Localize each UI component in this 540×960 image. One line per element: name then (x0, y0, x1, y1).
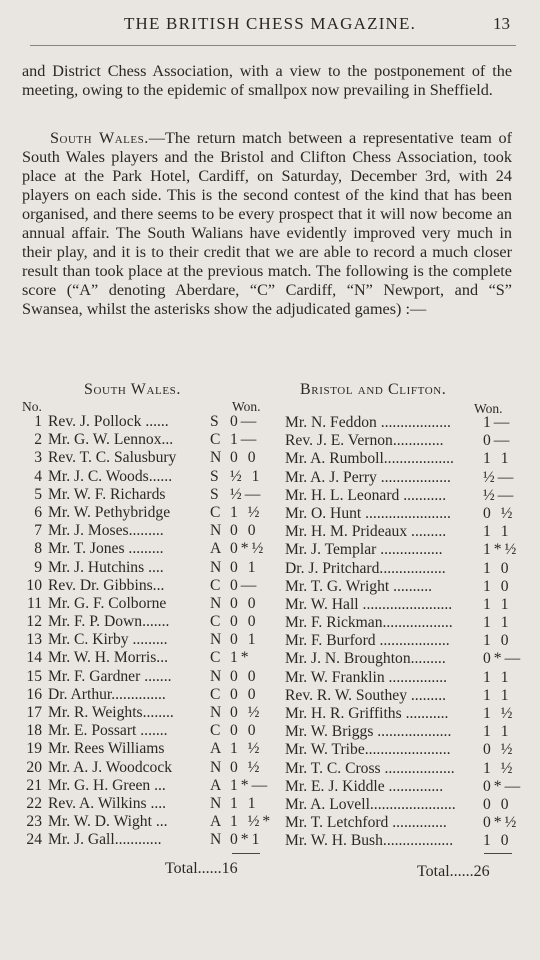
player-name: Mr. E. Possart ....... (48, 722, 168, 740)
south-wales-player-row (20, 577, 282, 595)
player-name: Mr. W. Briggs ................... (285, 723, 452, 741)
bristol-player-row (285, 505, 525, 523)
player-number: 20 (26, 758, 42, 776)
player-result: 1 1 (483, 723, 512, 741)
player-club: N (210, 831, 222, 849)
player-number: 10 (26, 576, 42, 594)
player-club: S (210, 467, 219, 485)
player-club: N (210, 594, 222, 612)
bristol-player-row (285, 541, 525, 559)
south-wales-player-row (20, 613, 282, 631)
bristol-player-row (285, 741, 525, 759)
player-result: 1 1 (483, 668, 512, 686)
player-name: Mr. O. Hunt ...................... (285, 504, 451, 522)
player-club: A (210, 540, 222, 558)
player-result: ½— (230, 485, 264, 503)
player-result: 0 1 (230, 558, 259, 576)
player-number: 6 (34, 503, 42, 521)
player-number: 24 (26, 831, 42, 849)
player-club: N (210, 449, 222, 467)
bristol-clifton-heading: Bristol and Clifton. (300, 381, 447, 398)
player-name: Mr. T. Jones ......... (48, 540, 164, 558)
player-name: Mr. H. M. Prideaux ......... (285, 523, 447, 541)
player-result: 1 ½ (230, 740, 263, 758)
player-name: Mr. J. N. Broughton......... (285, 650, 446, 668)
bristol-player-row (285, 832, 525, 850)
south-wales-player-row (20, 759, 282, 777)
player-number: 23 (26, 813, 42, 831)
player-name: Mr. F. P. Down....... (48, 613, 170, 631)
player-number: 12 (26, 613, 42, 631)
player-result: ½— (483, 486, 517, 504)
player-result: 0*— (483, 650, 524, 668)
bristol-player-row (285, 650, 525, 668)
player-number: 16 (26, 685, 42, 703)
player-club: C (210, 685, 221, 703)
player-name: Mr. R. Weights........ (48, 704, 174, 721)
player-result: 1 1 (483, 450, 512, 468)
player-name: Mr. W. Tribe...................... (285, 741, 451, 759)
player-result: 1 1 (230, 794, 259, 812)
bristol-player-row (285, 760, 525, 778)
player-name: Mr. T. Letchford .............. (285, 814, 447, 832)
player-result: 1*½ (483, 541, 520, 559)
player-result: 1 ½ (483, 705, 516, 722)
bristol-player-row (285, 450, 525, 468)
player-name: Rev. J. Pollock ...... (48, 413, 169, 430)
player-name: Mr. A. J. Woodcock (48, 758, 173, 776)
paragraph-continuation (22, 62, 512, 100)
bristol-player-row (285, 687, 525, 705)
player-club: N (210, 794, 222, 812)
player-result: 0 0 (230, 522, 259, 540)
player-result: 1 0 (483, 577, 512, 595)
number-column-label: No. (22, 399, 42, 414)
player-club: A (210, 776, 222, 794)
south-wales-player-row (20, 413, 282, 431)
bristol-won-label: Won. (474, 401, 503, 416)
player-name: Mr. C. Kirby ......... (48, 631, 168, 649)
player-number: 13 (26, 631, 42, 649)
south-wales-player-row (20, 522, 282, 540)
player-name: Dr. Arthur.............. (48, 685, 166, 703)
player-name: Mr. E. J. Kiddle .............. (285, 777, 444, 795)
player-result: 0— (230, 576, 260, 594)
south-wales-total-rule (232, 853, 260, 854)
player-result: 0— (483, 432, 513, 450)
south-wales-player-row (20, 813, 282, 831)
player-result: 1 ½ (483, 759, 516, 777)
bristol-total-rule (484, 853, 512, 854)
player-name: Mr. A. Lovell...................... (285, 795, 456, 813)
bristol-player-row (285, 814, 525, 832)
player-club: S (210, 413, 219, 430)
player-result: 0 0 (230, 685, 259, 703)
player-name: Rev. A. Wilkins .... (48, 794, 167, 812)
paragraph-2-text: —The return match between a representative team of South Wales players and the Bristol and Clifton Chess Association, took place at the Park Hotel, Cardiff, on Saturday, December 3rd, with 24 players on each side. This is the second contest of the kind that has been organised, and there seems to be every prospect that it will now become an annual affair. The South Walians have evidently improved very much in their play, and it is to their credit that we are able to record a much closer result than took place at the previous match. The following is the complete score (“A” denoting Aberdare, “C” Cardiff, “N” Newport, and “S” Swansea, whilst the asterisks show the adjudicated games) :— (22, 129, 512, 318)
player-result: 0 0 (230, 594, 259, 612)
page-number: 13 (493, 14, 510, 33)
south-wales-player-row (20, 649, 282, 667)
player-name: Mr. W. D. Wight ... (48, 813, 168, 831)
player-result: 0 0 (230, 613, 259, 631)
bristol-player-row (285, 432, 525, 450)
player-name: Mr. T. C. Cross .................. (285, 759, 455, 777)
player-name: Mr. F. Gardner ....... (48, 667, 172, 685)
bristol-player-row (285, 487, 525, 505)
player-name: Mr. G. F. Colborne (48, 594, 167, 612)
player-club: N (210, 522, 222, 540)
player-name: Mr. N. Feddon .................. (285, 414, 451, 431)
player-number: 14 (26, 649, 42, 667)
bristol-player-row (285, 778, 525, 796)
player-result: 1 ½* (230, 813, 274, 831)
player-name: Mr. F. Rickman.................. (285, 614, 453, 632)
bristol-player-row (285, 796, 525, 814)
magazine-title: THE BRITISH CHESS MAGAZINE. (123, 14, 417, 33)
player-result: 0 ½ (483, 741, 516, 759)
player-name: Mr. J. Hutchins .... (48, 558, 164, 576)
bristol-total: Total......26 (417, 863, 490, 880)
player-number: 5 (34, 485, 42, 503)
bristol-player-row (285, 614, 525, 632)
player-result: 1— (230, 431, 260, 449)
south-wales-player-row (20, 486, 282, 504)
player-number: 21 (26, 776, 42, 794)
paragraph-2-heading: South Wales. (50, 129, 149, 147)
south-wales-won-label: Won. (232, 399, 261, 414)
south-wales-player-list (20, 413, 282, 850)
player-name: Mr. J. Moses......... (48, 522, 164, 540)
south-wales-player-row (20, 449, 282, 467)
player-name: Dr. J. Pritchard................. (285, 559, 446, 577)
bristol-player-row (285, 705, 525, 723)
player-name: Mr. F. Burford .................. (285, 632, 450, 650)
south-wales-total: Total......16 (165, 860, 238, 877)
player-number: 19 (26, 740, 42, 758)
player-club: S (210, 485, 219, 503)
player-result: 1 1 (483, 614, 512, 632)
player-club: C (210, 722, 221, 740)
player-name: Rev. Dr. Gibbins... (48, 576, 165, 594)
player-name: Mr. A. Rumboll.................. (285, 450, 454, 468)
player-number: 3 (34, 449, 42, 467)
player-name: Rev. T. C. Salusbury (48, 449, 177, 467)
player-name: Rev. J. E. Vernon............. (285, 432, 444, 450)
player-result: 0 ½ (230, 704, 263, 721)
player-number: 1 (34, 413, 42, 430)
player-result: 1— (483, 414, 513, 431)
player-club: C (210, 613, 221, 631)
south-wales-player-row (20, 431, 282, 449)
player-name: Mr. G. H. Green ... (48, 776, 166, 794)
player-number: 11 (26, 594, 42, 612)
south-wales-player-row (20, 631, 282, 649)
player-name: Mr. G. W. Lennox... (48, 431, 174, 449)
player-club: A (210, 813, 222, 831)
player-result: 1 1 (483, 523, 512, 541)
player-result: 0 0 (230, 722, 259, 740)
south-wales-player-row (20, 831, 282, 849)
player-name: Mr. W. Pethybridge (48, 503, 171, 521)
player-result: 0 ½ (483, 504, 516, 522)
player-name: Mr. J. Templar ................ (285, 541, 443, 559)
south-wales-player-row (20, 504, 282, 522)
paragraph-1-text: and District Chess Association, with a view to the postponement of the meeting, owing to the epidemic of smallpox now prevailing in Sheffield. (22, 62, 512, 99)
bristol-player-row (285, 560, 525, 578)
south-wales-heading: South Wales. (84, 381, 181, 398)
player-result: 0*— (483, 777, 524, 795)
player-result: 0— (230, 413, 260, 430)
player-number: 2 (34, 431, 42, 449)
player-name: Mr. A. J. Perry .................. (285, 468, 451, 486)
south-wales-player-row (20, 468, 282, 486)
player-result: 1*— (230, 776, 271, 794)
player-result: ½ 1 (230, 467, 263, 485)
player-club: C (210, 503, 221, 521)
player-number: 9 (34, 558, 42, 576)
player-result: 0 0 (230, 667, 259, 685)
bristol-player-row (285, 523, 525, 541)
player-name: Mr. W. F. Richards (48, 485, 166, 503)
player-result: 0 1 (230, 631, 259, 649)
player-name: Mr. W. Hall ....................... (285, 595, 453, 613)
player-result: 1 0 (483, 832, 512, 850)
player-name: Rev. R. W. Southey ......... (285, 686, 446, 704)
player-number: 18 (26, 722, 42, 740)
player-name: Mr. W. H. Bush.................. (285, 832, 454, 850)
player-result: 0 0 (230, 449, 259, 467)
player-club: C (210, 431, 221, 449)
south-wales-player-row (20, 559, 282, 577)
player-result: 1 1 (483, 686, 512, 704)
south-wales-player-row (20, 722, 282, 740)
player-number: 7 (34, 522, 42, 540)
player-club: N (210, 631, 222, 649)
bristol-player-row (285, 632, 525, 650)
player-result: 0 ½ (230, 758, 263, 776)
south-wales-player-row (20, 777, 282, 795)
player-name: Mr. W. Franklin ............... (285, 668, 448, 686)
player-number: 17 (26, 704, 42, 721)
bristol-player-list (285, 414, 525, 851)
bristol-player-row (285, 669, 525, 687)
player-result: 1 0 (483, 559, 512, 577)
player-number: 8 (34, 540, 42, 558)
player-name: Mr. J. C. Woods...... (48, 467, 173, 485)
player-result: 0*1 (230, 831, 263, 849)
player-number: 15 (26, 667, 42, 685)
bristol-player-row (285, 414, 525, 432)
player-result: 1 1 (483, 595, 512, 613)
south-wales-player-row (20, 668, 282, 686)
page-header (0, 14, 540, 38)
player-club: N (210, 758, 222, 776)
south-wales-player-row (20, 795, 282, 813)
player-name: Mr. Rees Williams (48, 740, 165, 758)
player-name: Mr. W. H. Morris... (48, 649, 168, 667)
player-club: N (210, 704, 222, 721)
player-number: 22 (26, 794, 42, 812)
player-name: Mr. H. L. Leonard ........... (285, 486, 447, 504)
player-name: Mr. T. G. Wright .......... (285, 577, 433, 595)
paragraph-2 (22, 129, 512, 319)
player-result: ½— (483, 468, 517, 486)
south-wales-player-row (20, 595, 282, 613)
south-wales-player-row (20, 740, 282, 758)
player-name: Mr. H. R. Griffiths ........... (285, 705, 449, 722)
player-club: A (210, 740, 222, 758)
player-club: C (210, 576, 221, 594)
player-club: C (210, 649, 221, 667)
player-result: 1 0 (483, 632, 512, 650)
bristol-player-row (285, 723, 525, 741)
player-number: 4 (34, 467, 42, 485)
player-result: 0*½ (230, 540, 267, 558)
bristol-player-row (285, 578, 525, 596)
player-club: N (210, 667, 222, 685)
south-wales-player-row (20, 540, 282, 558)
south-wales-player-row (20, 686, 282, 704)
header-rule (30, 45, 516, 46)
south-wales-player-row (20, 704, 282, 722)
bristol-player-row (285, 469, 525, 487)
player-result: 0*½ (483, 814, 520, 832)
south-wales-paragraph (22, 129, 512, 319)
player-result: 1 ½ (230, 503, 263, 521)
player-name: Mr. J. Gall............ (48, 831, 162, 849)
player-result: 0 0 (483, 795, 512, 813)
player-club: N (210, 558, 222, 576)
player-result: 1* (230, 649, 252, 667)
bristol-player-row (285, 596, 525, 614)
